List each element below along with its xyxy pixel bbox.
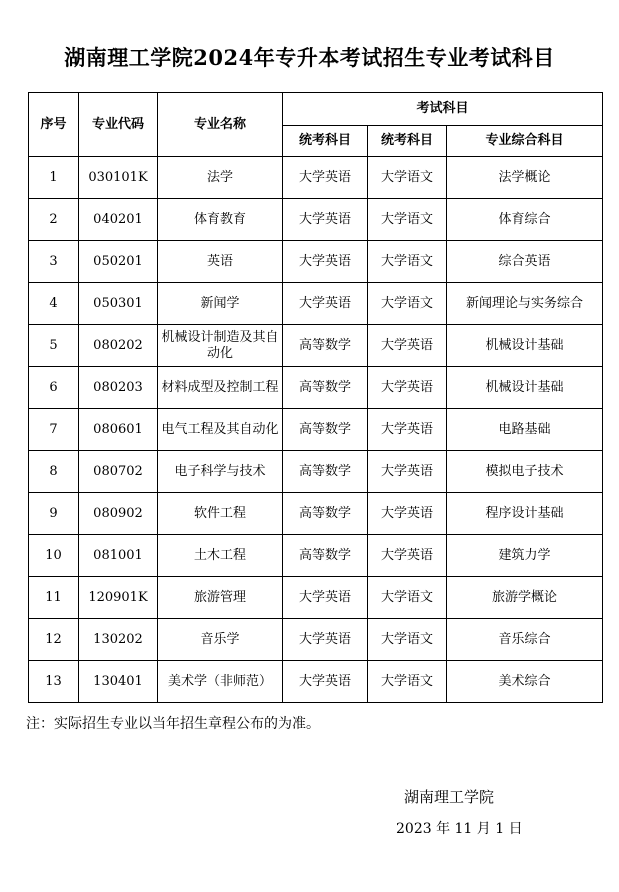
- cell-seq: 10: [29, 535, 79, 577]
- cell-subject-1: 高等数学: [283, 409, 368, 451]
- table-row: [29, 661, 603, 703]
- cell-subject-1: 大学英语: [283, 619, 368, 661]
- cell-name: 音乐学: [158, 619, 283, 661]
- cell-subject-2: 大学语文: [368, 661, 447, 703]
- cell-code: 050201: [79, 241, 158, 283]
- cell-seq: 6: [29, 367, 79, 409]
- cell-subject-3: 旅游学概论: [447, 577, 603, 619]
- cell-subject-2: 大学语文: [368, 577, 447, 619]
- cell-subject-2: 大学英语: [368, 493, 447, 535]
- cell-subject-2: 大学语文: [368, 619, 447, 661]
- cell-subject-1: 大学英语: [283, 283, 368, 325]
- cell-seq: 13: [29, 661, 79, 703]
- table-row: [29, 577, 603, 619]
- cell-name: 土木工程: [158, 535, 283, 577]
- cell-seq: 12: [29, 619, 79, 661]
- cell-name: 机械设计制造及其自动化: [158, 325, 283, 367]
- cell-subject-1: 大学英语: [283, 577, 368, 619]
- signature-date: 2023 年 11 月 1 日: [396, 821, 523, 837]
- cell-name: 美术学（非师范）: [158, 661, 283, 703]
- cell-seq: 8: [29, 451, 79, 493]
- cell-subject-2: 大学英语: [368, 409, 447, 451]
- cell-subject-3: 机械设计基础: [447, 325, 603, 367]
- table-row: [29, 493, 603, 535]
- cell-subject-3: 建筑力学: [447, 535, 603, 577]
- table-row: [29, 451, 603, 493]
- table-row: [29, 367, 603, 409]
- header-name: 专业名称: [158, 93, 283, 157]
- cell-name: 体育教育: [158, 199, 283, 241]
- cell-subject-1: 大学英语: [283, 199, 368, 241]
- cell-name: 材料成型及控制工程: [158, 367, 283, 409]
- cell-subject-1: 大学英语: [283, 241, 368, 283]
- page-title: 湖南理工学院2024年专升本考试招生专业考试科目: [64, 45, 555, 70]
- cell-subject-1: 高等数学: [283, 535, 368, 577]
- cell-subject-2: 大学语文: [368, 283, 447, 325]
- footnote: 注：实际招生专业以当年招生章程公布的为准。: [26, 716, 320, 732]
- cell-subject-1: 高等数学: [283, 451, 368, 493]
- cell-subject-2: 大学英语: [368, 367, 447, 409]
- cell-subject-1: 大学英语: [283, 157, 368, 199]
- cell-subject-2: 大学语文: [368, 241, 447, 283]
- cell-subject-3: 程序设计基础: [447, 493, 603, 535]
- cell-subject-1: 高等数学: [283, 367, 368, 409]
- cell-subject-3: 音乐综合: [447, 619, 603, 661]
- cell-subject-1: 大学英语: [283, 661, 368, 703]
- cell-subject-2: 大学语文: [368, 157, 447, 199]
- cell-name: 电子科学与技术: [158, 451, 283, 493]
- cell-seq: 3: [29, 241, 79, 283]
- cell-subject-2: 大学英语: [368, 325, 447, 367]
- cell-subject-2: 大学英语: [368, 535, 447, 577]
- cell-code: 080601: [79, 409, 158, 451]
- table-row: [29, 619, 603, 661]
- cell-subject-3: 模拟电子技术: [447, 451, 603, 493]
- cell-seq: 11: [29, 577, 79, 619]
- cell-code: 081001: [79, 535, 158, 577]
- table-row: [29, 157, 603, 199]
- signature-org: 湖南理工学院: [404, 788, 495, 806]
- table-row: [29, 199, 603, 241]
- cell-seq: 9: [29, 493, 79, 535]
- cell-name: 英语: [158, 241, 283, 283]
- cell-code: 040201: [79, 199, 158, 241]
- table-row: [29, 535, 603, 577]
- cell-subject-2: 大学英语: [368, 451, 447, 493]
- header-unified-2: 统考科目: [368, 126, 447, 157]
- cell-subject-3: 法学概论: [447, 157, 603, 199]
- cell-seq: 7: [29, 409, 79, 451]
- cell-code: 080203: [79, 367, 158, 409]
- cell-code: 130401: [79, 661, 158, 703]
- table-row: [29, 241, 603, 283]
- table-header-row: [29, 93, 603, 126]
- cell-name: 新闻学: [158, 283, 283, 325]
- cell-subject-2: 大学语文: [368, 199, 447, 241]
- cell-seq: 4: [29, 283, 79, 325]
- cell-name: 软件工程: [158, 493, 283, 535]
- header-code: 专业代码: [79, 93, 158, 157]
- cell-name: 法学: [158, 157, 283, 199]
- header-comprehensive: 专业综合科目: [447, 126, 603, 157]
- cell-subject-3: 美术综合: [447, 661, 603, 703]
- cell-subject-3: 体育综合: [447, 199, 603, 241]
- cell-name: 旅游管理: [158, 577, 283, 619]
- cell-seq: 1: [29, 157, 79, 199]
- cell-code: 080702: [79, 451, 158, 493]
- cell-subject-1: 高等数学: [283, 325, 368, 367]
- cell-code: 080902: [79, 493, 158, 535]
- cell-code: 120901K: [79, 577, 158, 619]
- cell-subject-3: 新闻理论与实务综合: [447, 283, 603, 325]
- cell-seq: 5: [29, 325, 79, 367]
- header-seq: 序号: [29, 93, 79, 157]
- table-row: [29, 409, 603, 451]
- cell-code: 050301: [79, 283, 158, 325]
- cell-code: 130202: [79, 619, 158, 661]
- cell-code: 080202: [79, 325, 158, 367]
- cell-subject-1: 高等数学: [283, 493, 368, 535]
- table-row: [29, 283, 603, 325]
- cell-code: 030101K: [79, 157, 158, 199]
- cell-name: 电气工程及其自动化: [158, 409, 283, 451]
- cell-seq: 2: [29, 199, 79, 241]
- header-unified-1: 统考科目: [283, 126, 368, 157]
- cell-subject-3: 综合英语: [447, 241, 603, 283]
- table-row: [29, 325, 603, 367]
- cell-subject-3: 机械设计基础: [447, 367, 603, 409]
- header-subjects: 考试科目: [283, 93, 603, 126]
- exam-subjects-table: [28, 92, 603, 703]
- cell-subject-3: 电路基础: [447, 409, 603, 451]
